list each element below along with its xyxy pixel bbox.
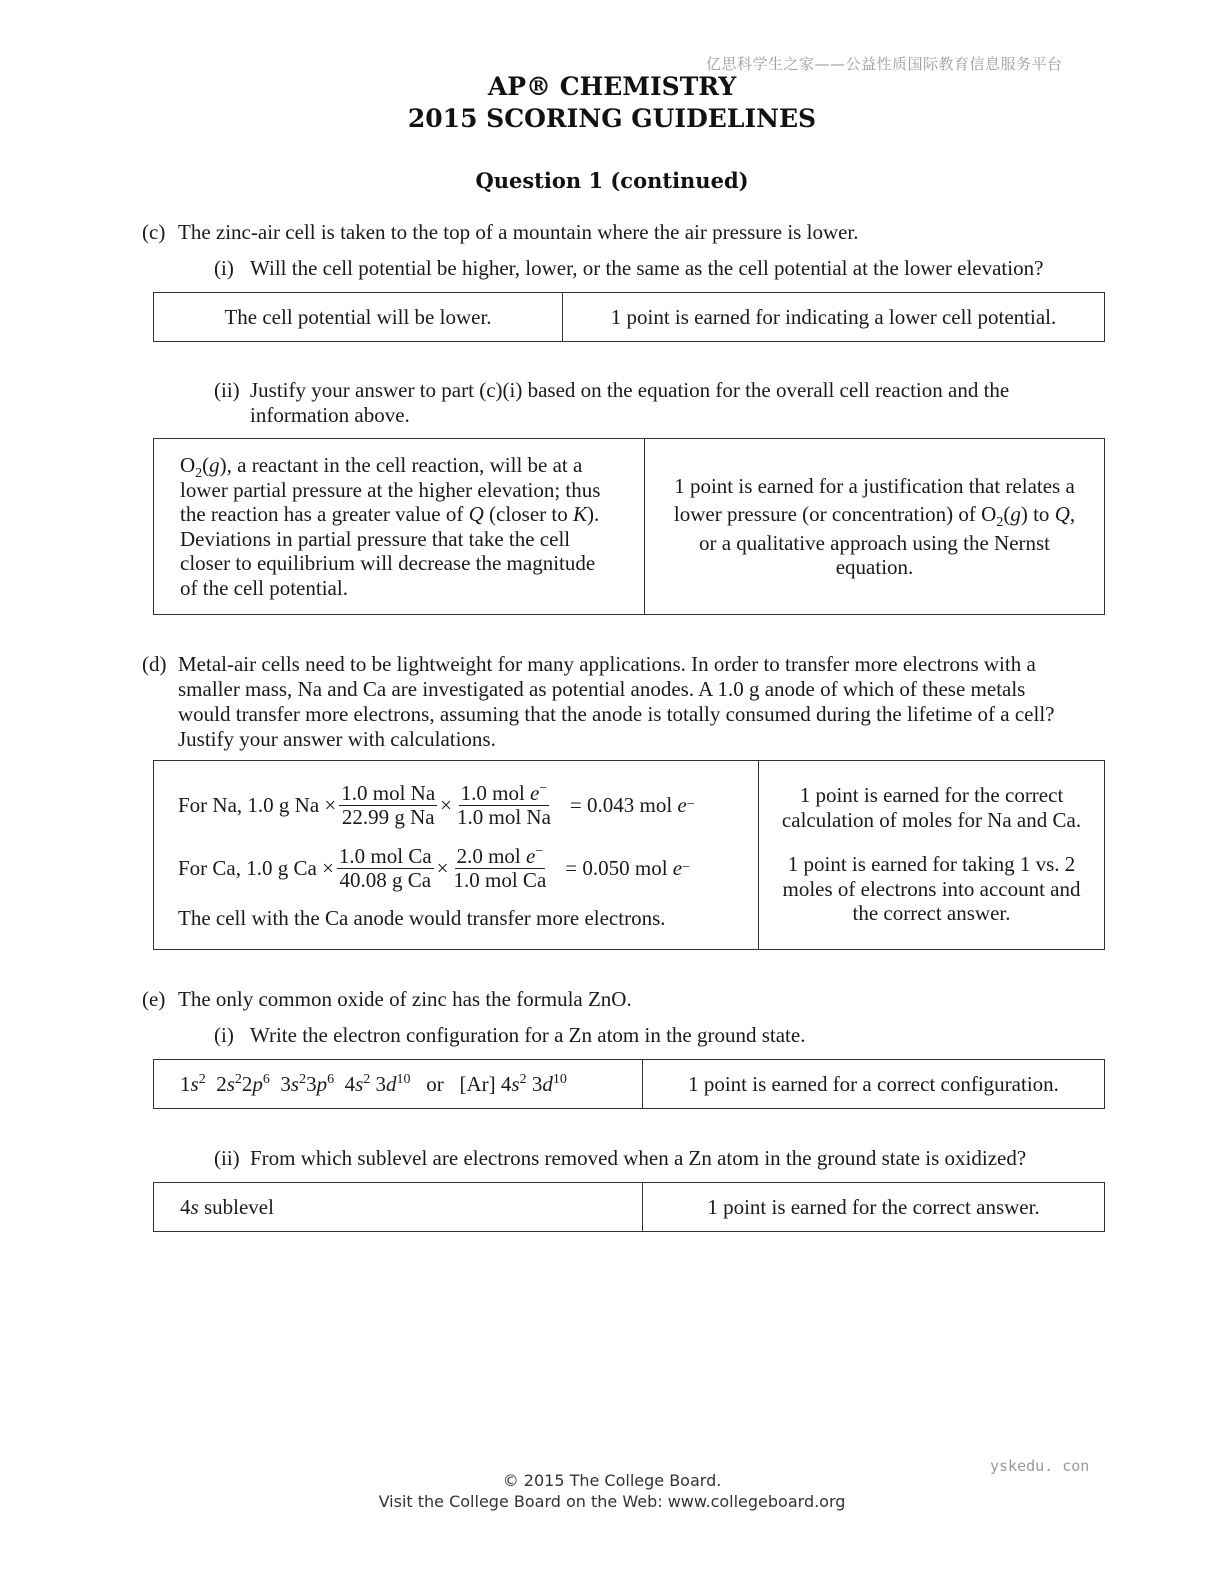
- part-d-conclusion: The cell with the Ca anode would transfer more electrons.: [178, 905, 666, 930]
- ca-times: ×: [436, 856, 449, 880]
- answer-line3c: ).: [587, 502, 600, 526]
- footer-website: Visit the College Board on the Web: www.collegeboard.org: [378, 1492, 846, 1511]
- page-title: AP® CHEMISTRY: [487, 72, 737, 101]
- part-c-i-label: (i): [214, 256, 234, 280]
- part-c-ii-scoring: 1 point is earned for a justification that relates a lower pressure (or concentration) of $O_2(g)$ to Q, or a qualitative approach using the Nernst equation.: [645, 439, 1105, 615]
- scoring-line2a: lower pressure (or concentration) of O: [673, 502, 997, 526]
- answer-sublevel: sublevel: [198, 1194, 274, 1219]
- na-f2-den: 1.0 mol Na: [457, 804, 551, 829]
- part-d-label: (d): [142, 652, 167, 676]
- scoring-line1: 1 point is earned for a justification that relates a: [674, 473, 1075, 498]
- scoring2-line2: moles of electrons into account and: [782, 876, 1081, 901]
- answer-line1: , a reactant in the cell reaction, will be at a: [226, 453, 583, 477]
- part-d-answer: [154, 761, 759, 950]
- ar-config: [Ar] 4: [459, 1071, 512, 1096]
- part-d-prompt: [178, 652, 1055, 752]
- part-d-scoring: [759, 761, 1105, 950]
- part-d-table: [153, 760, 1105, 950]
- part-c-i-prompt: Will the cell potential be higher, lower, or the same as the cell potential at the lower elevation?: [250, 256, 1044, 280]
- part-c-ii-prompt: [250, 378, 1009, 428]
- or-text: or: [426, 1071, 444, 1096]
- na-f1-num: 1.0 mol Na: [341, 780, 436, 805]
- answer-line4: Deviations in partial pressure that take the cell: [180, 526, 571, 551]
- part-c-ii-prompt-line1: Justify your answer to part (c)(i) based on the equation for the overall cell reaction and the: [250, 378, 1010, 402]
- watermark-bottom: yskedu. con: [990, 1457, 1090, 1475]
- electron-symbol: e: [530, 780, 540, 805]
- scoring1-line2: calculation of moles for Na and Ca.: [781, 807, 1082, 832]
- part-c-i-answer: The cell potential will be lower.: [154, 293, 563, 342]
- question-heading: Question 1 (continued): [475, 168, 749, 193]
- part-e-ii-prompt: From which sublevel are electrons removed when a Zn atom in the ground state is oxidized?: [250, 1146, 1027, 1170]
- part-e-i-prompt: Write the electron configuration for a Zn atom in the ground state.: [250, 1023, 806, 1047]
- part-e-ii-scoring: 1 point is earned for the correct answer.: [643, 1183, 1105, 1232]
- part-e-ii-answer: 4s sublevel: [154, 1183, 643, 1232]
- na-result: = 0.043 mol: [569, 793, 673, 817]
- part-e-i-answer: $1s^2$ $2s^22p^6$ $3s^23p^6$ $4s^2$ $3d^{10}$ or [Ar] $4s^2$ $3d^{10}$: [154, 1060, 643, 1109]
- answer-line2: lower partial pressure at the higher elevation; thus: [180, 477, 601, 502]
- part-e-ii-label: (ii): [214, 1146, 240, 1170]
- scoring2-line3: the correct answer.: [852, 901, 1011, 925]
- electron-symbol: e: [525, 843, 536, 868]
- scoring-line4: equation.: [835, 555, 914, 579]
- part-e-label: (e): [142, 987, 166, 1011]
- part-d-prompt-line3: would transfer more electrons, assuming that the anode is totally consumed during the lifetime of a cell?: [178, 702, 1055, 726]
- ca-f2-den: 1.0 mol Ca: [453, 867, 547, 892]
- na-fraction-2: [455, 782, 553, 829]
- electron-symbol: e: [677, 793, 687, 817]
- na-fraction-1: [339, 782, 437, 829]
- part-d-prompt-line1: Metal-air cells need to be lightweight for many applications. In order to transfer more electrons with a: [178, 652, 1036, 676]
- answer-line3b: (closer to: [483, 502, 574, 526]
- part-e-i-scoring: 1 point is earned for a correct configuration.: [643, 1060, 1105, 1109]
- na-calc-lead: For Na, 1.0 g Na ×: [178, 793, 337, 817]
- ca-calc-lead: For Ca, 1.0 g Ca ×: [178, 856, 334, 880]
- answer-line3a: the reaction has a greater value of: [180, 502, 469, 526]
- part-e-ii-table: [153, 1182, 1105, 1232]
- na-f1-den: 22.99 g Na: [341, 804, 435, 829]
- part-c-prompt: The zinc-air cell is taken to the top of a mountain where the air pressure is lower.: [178, 220, 859, 244]
- part-c-ii-label: (ii): [214, 378, 240, 402]
- na-calculation: For Na, 1.0 g Na × $\frac{\text{1.0 mol Na}}{\text{22.99 g Na}}$ × $\frac{1.0 mol e^-}{\text{1.0 mol Na}}$ = 0.043 mol e −: [178, 780, 695, 829]
- part-e-i-table: [153, 1059, 1105, 1109]
- ca-fraction-2: [452, 845, 549, 892]
- part-e-prompt: The only common oxide of zinc has the formula ZnO.: [178, 987, 632, 1011]
- part-c-ii-answer: $O_2(g)$, a reactant in the cell reaction, will be at a lower partial pressure at the higher elevation; thus the reaction has a greater value of Q (closer to K). Deviations in partial pressure that take the cell closer to equilibrium will decrease the magnitude of the cell potential.: [154, 439, 645, 615]
- footer-copyright: © 2015 The College Board.: [502, 1471, 722, 1490]
- answer-line5: closer to equilibrium will decrease the magnitude: [180, 551, 596, 575]
- part-e-i-label: (i): [214, 1023, 234, 1047]
- answer-line6: of the cell potential.: [180, 575, 348, 600]
- ca-f1-den: 40.08 g Ca: [339, 867, 432, 892]
- minus-sign: −: [539, 780, 548, 796]
- part-c-label: (c): [142, 220, 166, 244]
- minus-sign: −: [535, 843, 544, 859]
- scoring-line2c: ,: [1069, 502, 1076, 526]
- electron-symbol: e: [672, 856, 683, 880]
- ca-fraction-1: [337, 845, 434, 892]
- scoring-line2b: to: [1027, 502, 1055, 526]
- page-subtitle: 2015 SCORING GUIDELINES: [407, 104, 817, 133]
- part-d-prompt-line4: Justify your answer with calculations.: [178, 727, 496, 751]
- footer: [0, 1470, 1224, 1512]
- ca-calculation: For Ca, 1.0 g Ca × $\frac{\text{1.0 mol Ca}}{\text{40.08 g Ca}}$ × $\frac{2.0 mol e^-}{\text{1.0 mol Ca}}$ = 0.050 mol e −: [178, 843, 691, 892]
- part-c-ii-table: [153, 438, 1105, 615]
- ca-f1-num: 1.0 mol Ca: [338, 843, 432, 868]
- na-times: ×: [440, 793, 452, 817]
- scoring-line3: or a qualitative approach using the Nernst: [698, 530, 1051, 555]
- part-d-prompt-line2: smaller mass, Na and Ca are investigated as potential anodes. A 1.0 g anode of which of these metals: [178, 677, 1026, 701]
- answer-4: 4: [180, 1194, 191, 1219]
- na-f2-num: 1.0 mol: [460, 780, 525, 805]
- part-c-i-table: [153, 292, 1105, 342]
- scoring2-line1: 1 point is earned for taking 1 vs. 2: [787, 852, 1076, 876]
- watermark-top: 亿思科学生之家——公益性质国际教育信息服务平台: [706, 55, 1063, 73]
- scoring1-line1: 1 point is earned for the correct: [799, 783, 1064, 807]
- part-c-i-scoring: 1 point is earned for indicating a lower cell potential.: [563, 293, 1105, 342]
- ca-f2-num: 2.0 mol: [456, 843, 521, 868]
- part-c-ii-prompt-line2: information above.: [250, 403, 410, 427]
- ca-result: = 0.050 mol: [565, 856, 668, 880]
